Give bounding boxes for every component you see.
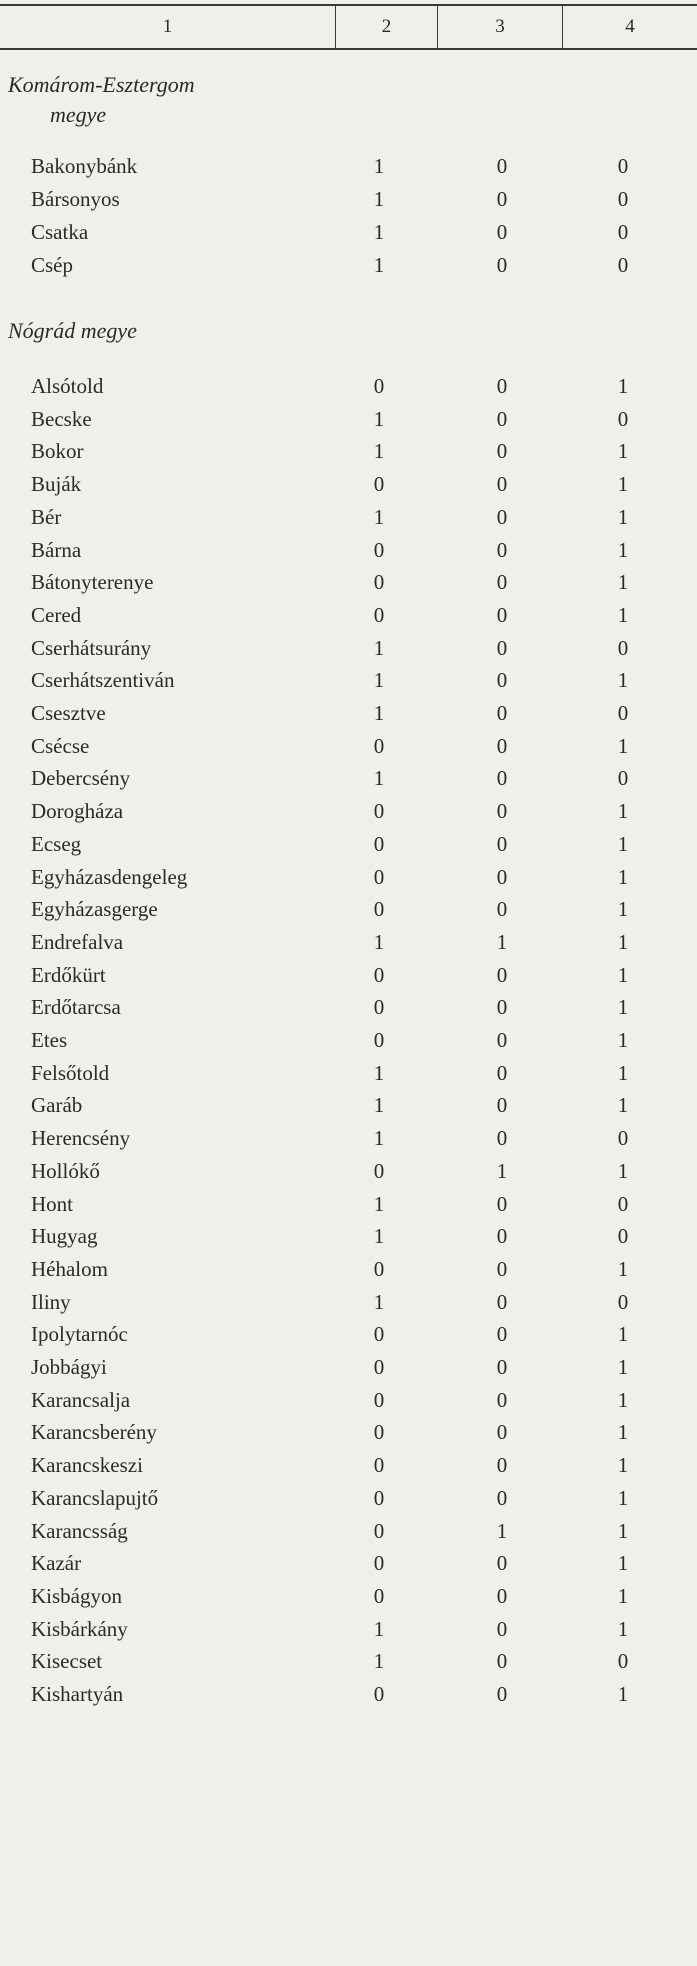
settlement-name: Debercsény xyxy=(31,766,131,791)
col3-value: 0 xyxy=(496,1616,508,1641)
settlement-name: Garáb xyxy=(31,1093,83,1118)
col3-value: 0 xyxy=(496,733,508,758)
col2-value: 1 xyxy=(373,187,385,211)
col2-value: 1 xyxy=(373,635,385,660)
table-row xyxy=(0,664,697,697)
col2-value: 0 xyxy=(373,897,385,922)
col4-value: 1 xyxy=(617,1256,629,1281)
settlement-name: Karancskeszi xyxy=(31,1453,143,1478)
col4-value: 0 xyxy=(617,154,629,178)
settlement-name: Csatka xyxy=(31,220,89,244)
col4-value: 1 xyxy=(617,1616,629,1641)
table-row xyxy=(0,1580,697,1613)
settlement-name: Buják xyxy=(31,472,82,497)
settlement-name: Felsőtold xyxy=(31,1060,110,1085)
settlement-name: Hont xyxy=(31,1191,73,1216)
county-heading xyxy=(8,316,137,346)
col3-value: 0 xyxy=(496,374,508,398)
table-row xyxy=(0,1253,697,1286)
col4-value: 1 xyxy=(617,1583,629,1608)
col3-value: 0 xyxy=(496,962,508,987)
col3-value: 0 xyxy=(496,253,508,277)
settlement-name: Ecseg xyxy=(31,831,82,856)
col3-value: 0 xyxy=(496,1126,508,1151)
table-row xyxy=(0,1188,697,1221)
table-row xyxy=(0,183,697,216)
col2-value: 0 xyxy=(373,962,385,987)
table-row xyxy=(0,403,697,436)
settlement-name: Bakonybánk xyxy=(31,154,138,178)
settlement-name: Iliny xyxy=(31,1289,71,1314)
table-row xyxy=(0,566,697,599)
col4-value: 1 xyxy=(617,668,629,693)
table-row xyxy=(0,1351,697,1384)
col2-value: 0 xyxy=(373,602,385,627)
col3-value: 0 xyxy=(496,1322,508,1347)
col2-value: 0 xyxy=(373,864,385,889)
col3-value: 0 xyxy=(496,602,508,627)
table-row xyxy=(0,435,697,468)
col4-value: 1 xyxy=(617,864,629,889)
col4-value: 1 xyxy=(617,1060,629,1085)
settlement-name: Erdőkürt xyxy=(31,962,106,987)
table-row xyxy=(0,150,697,183)
table-row xyxy=(0,730,697,763)
col2-value: 0 xyxy=(373,1453,385,1478)
col2-value: 1 xyxy=(373,1060,385,1085)
col2-value: 0 xyxy=(373,570,385,595)
col4-value: 1 xyxy=(617,439,629,464)
col2-value: 0 xyxy=(373,1420,385,1445)
col2-value: 1 xyxy=(373,1289,385,1314)
settlement-name: Bokor xyxy=(31,439,84,464)
table-row xyxy=(0,1547,697,1580)
col3-value: 0 xyxy=(496,668,508,693)
col4-value: 1 xyxy=(617,1158,629,1183)
table-row xyxy=(0,1482,697,1515)
col2-value: 1 xyxy=(373,154,385,178)
col3-value: 0 xyxy=(496,1420,508,1445)
col2-value: 0 xyxy=(373,1028,385,1052)
settlement-name: Kishartyán xyxy=(31,1682,124,1706)
col3-value: 0 xyxy=(496,1453,508,1478)
col4-value: 1 xyxy=(617,962,629,987)
col4-value: 1 xyxy=(617,799,629,824)
settlement-name: Herencsény xyxy=(31,1126,131,1151)
settlement-name: Kisbágyon xyxy=(31,1583,122,1608)
settlement-name: Hugyag xyxy=(31,1224,98,1249)
settlement-name: Kisecset xyxy=(31,1649,103,1674)
header-col-1: 1 xyxy=(0,6,336,48)
col4-value: 1 xyxy=(617,1485,629,1510)
table-row xyxy=(0,893,697,926)
settlement-name: Dorogháza xyxy=(31,799,124,824)
settlement-name: Cserhátszentiván xyxy=(31,668,175,693)
table-row xyxy=(0,991,697,1024)
col2-value: 1 xyxy=(373,220,385,244)
col2-value: 1 xyxy=(373,668,385,693)
table-row xyxy=(0,861,697,894)
col3-value: 0 xyxy=(496,1289,508,1314)
table-row xyxy=(0,828,697,861)
header-col-3: 3 xyxy=(438,6,563,48)
col3-value: 0 xyxy=(496,897,508,922)
col3-value: 0 xyxy=(496,1583,508,1608)
col3-value: 0 xyxy=(496,1028,508,1052)
col2-value: 1 xyxy=(373,1191,385,1216)
header-col-2: 2 xyxy=(336,6,438,48)
col2-value: 1 xyxy=(373,504,385,529)
col2-value: 0 xyxy=(373,1322,385,1347)
col4-value: 1 xyxy=(617,1518,629,1543)
settlement-name: Karancsberény xyxy=(31,1420,157,1445)
settlement-name: Cserhátsurány xyxy=(31,635,152,660)
col4-value: 0 xyxy=(617,635,629,660)
table-row xyxy=(0,959,697,992)
table-row xyxy=(0,762,697,795)
col4-value: 0 xyxy=(617,1289,629,1314)
col2-value: 1 xyxy=(373,766,385,791)
col3-value: 0 xyxy=(496,1485,508,1510)
county-name-cont: megye xyxy=(50,102,107,127)
col2-value: 0 xyxy=(373,733,385,758)
table-row xyxy=(0,926,697,959)
col2-value: 0 xyxy=(373,1518,385,1543)
col2-value: 1 xyxy=(373,1126,385,1151)
col2-value: 1 xyxy=(373,929,385,954)
settlement-name: Etes xyxy=(31,1028,68,1052)
settlement-name: Hollókő xyxy=(31,1158,100,1183)
settlement-name: Csesztve xyxy=(31,701,106,725)
col3-value: 0 xyxy=(496,766,508,791)
settlement-name: Bárna xyxy=(31,537,82,562)
col4-value: 0 xyxy=(617,1191,629,1216)
col4-value: 1 xyxy=(617,1322,629,1347)
col2-value: 0 xyxy=(373,1158,385,1183)
settlement-name: Karancsság xyxy=(31,1518,128,1543)
settlement-name: Bársonyos xyxy=(31,187,120,211)
settlement-name: Egyházasdengeleg xyxy=(31,864,188,889)
table-row xyxy=(0,1384,697,1417)
col4-value: 1 xyxy=(617,570,629,595)
col3-value: 0 xyxy=(496,1682,508,1706)
settlement-name: Csécse xyxy=(31,733,90,758)
col4-value: 1 xyxy=(617,995,629,1020)
col3-value: 0 xyxy=(496,1551,508,1576)
table-header xyxy=(0,4,697,50)
settlement-name: Jobbágyi xyxy=(31,1355,107,1379)
table-row xyxy=(0,216,697,249)
table-row xyxy=(0,1024,697,1057)
col4-value: 1 xyxy=(617,733,629,758)
settlement-name: Alsótold xyxy=(31,374,104,398)
col4-value: 1 xyxy=(617,831,629,856)
table-row xyxy=(0,501,697,534)
col3-value: 0 xyxy=(496,1649,508,1674)
col2-value: 0 xyxy=(373,831,385,856)
col3-value: 0 xyxy=(496,406,508,431)
table-row xyxy=(0,1286,697,1319)
col4-value: 1 xyxy=(617,1028,629,1052)
col4-value: 1 xyxy=(617,504,629,529)
col2-value: 1 xyxy=(373,406,385,431)
col3-value: 0 xyxy=(496,570,508,595)
col4-value: 1 xyxy=(617,472,629,497)
col2-value: 0 xyxy=(373,1485,385,1510)
col3-value: 0 xyxy=(496,154,508,178)
settlement-name: Csép xyxy=(31,253,73,277)
col4-value: 0 xyxy=(617,1126,629,1151)
col3-value: 0 xyxy=(496,635,508,660)
table-row xyxy=(0,697,697,730)
table-row xyxy=(0,1645,697,1678)
col4-value: 0 xyxy=(617,220,629,244)
settlement-name: Kisbárkány xyxy=(31,1616,128,1641)
col3-value: 0 xyxy=(496,1224,508,1249)
county-name: Nógrád megye xyxy=(8,318,137,343)
table-row xyxy=(0,534,697,567)
table-row xyxy=(0,370,697,403)
settlement-name: Karancsalja xyxy=(31,1387,131,1412)
settlement-name: Héhalom xyxy=(31,1256,108,1281)
col2-value: 0 xyxy=(373,1355,385,1379)
col4-value: 1 xyxy=(617,374,629,398)
county-heading xyxy=(8,70,195,130)
col3-value: 0 xyxy=(496,1093,508,1118)
col4-value: 1 xyxy=(617,537,629,562)
col2-value: 1 xyxy=(373,439,385,464)
settlement-name: Erdőtarcsa xyxy=(31,995,121,1020)
col4-value: 1 xyxy=(617,1551,629,1576)
col3-value: 0 xyxy=(496,537,508,562)
col4-value: 1 xyxy=(617,897,629,922)
col2-value: 0 xyxy=(373,374,385,398)
settlement-name: Endrefalva xyxy=(31,929,124,954)
col2-value: 0 xyxy=(373,995,385,1020)
col4-value: 0 xyxy=(617,701,629,725)
col4-value: 1 xyxy=(617,602,629,627)
col2-value: 0 xyxy=(373,472,385,497)
col2-value: 0 xyxy=(373,1682,385,1706)
col3-value: 0 xyxy=(496,701,508,725)
col3-value: 0 xyxy=(496,864,508,889)
header-col-4: 4 xyxy=(625,16,635,37)
table-row xyxy=(0,1155,697,1188)
col3-value: 0 xyxy=(496,220,508,244)
col3-value: 0 xyxy=(496,1191,508,1216)
settlement-name: Egyházasgerge xyxy=(31,897,158,922)
table-row xyxy=(0,1613,697,1646)
col4-value: 0 xyxy=(617,1224,629,1249)
table-row xyxy=(0,1089,697,1122)
settlement-name: Cered xyxy=(31,602,82,627)
county-name: Komárom-Esztergom xyxy=(8,72,195,97)
col3-value: 1 xyxy=(496,1518,508,1543)
col4-value: 1 xyxy=(617,1093,629,1118)
col3-value: 0 xyxy=(496,1060,508,1085)
col3-value: 0 xyxy=(496,1387,508,1412)
col3-value: 0 xyxy=(496,995,508,1020)
col3-value: 0 xyxy=(496,799,508,824)
table-row xyxy=(0,1122,697,1155)
settlement-name: Karancslapujtő xyxy=(31,1485,159,1510)
col3-value: 1 xyxy=(496,1158,508,1183)
col4-value: 0 xyxy=(617,406,629,431)
col3-value: 0 xyxy=(496,472,508,497)
settlement-name: Becske xyxy=(31,406,92,431)
table-row xyxy=(0,468,697,501)
col2-value: 0 xyxy=(373,1256,385,1281)
col4-value: 0 xyxy=(617,766,629,791)
col2-value: 0 xyxy=(373,1387,385,1412)
col3-value: 0 xyxy=(496,1355,508,1379)
col4-value: 0 xyxy=(617,253,629,277)
col2-value: 0 xyxy=(373,537,385,562)
settlement-name: Bér xyxy=(31,504,62,529)
settlement-name: Ipolytarnóc xyxy=(31,1322,128,1347)
col4-value: 0 xyxy=(617,1649,629,1674)
settlement-name: Bátonyterenye xyxy=(31,570,154,595)
col4-value: 1 xyxy=(617,1355,629,1379)
col2-value: 1 xyxy=(373,1093,385,1118)
table-row xyxy=(0,1449,697,1482)
col3-value: 0 xyxy=(496,439,508,464)
table-row xyxy=(0,795,697,828)
col3-value: 1 xyxy=(496,929,508,954)
col4-value: 1 xyxy=(617,1453,629,1478)
col2-value: 0 xyxy=(373,1583,385,1608)
col3-value: 0 xyxy=(496,831,508,856)
col3-value: 0 xyxy=(496,504,508,529)
table-row xyxy=(0,1318,697,1351)
table-row xyxy=(0,599,697,632)
col4-value: 1 xyxy=(617,1420,629,1445)
col4-value: 1 xyxy=(617,1387,629,1412)
col4-value: 1 xyxy=(617,1682,629,1706)
table-row xyxy=(0,1678,697,1711)
col4-value: 1 xyxy=(617,929,629,954)
col2-value: 1 xyxy=(373,701,385,725)
table-row xyxy=(0,1416,697,1449)
table-row xyxy=(0,632,697,665)
col2-value: 0 xyxy=(373,799,385,824)
col2-value: 1 xyxy=(373,1224,385,1249)
col2-value: 1 xyxy=(373,1649,385,1674)
table-row xyxy=(0,1220,697,1253)
col3-value: 0 xyxy=(496,1256,508,1281)
col4-value: 0 xyxy=(617,187,629,211)
col2-value: 0 xyxy=(373,1551,385,1576)
table-row xyxy=(0,1057,697,1090)
col3-value: 0 xyxy=(496,187,508,211)
col2-value: 1 xyxy=(373,253,385,277)
table-row xyxy=(0,1515,697,1548)
settlement-name: Kazár xyxy=(31,1551,82,1576)
table-row xyxy=(0,249,697,282)
col2-value: 1 xyxy=(373,1616,385,1641)
